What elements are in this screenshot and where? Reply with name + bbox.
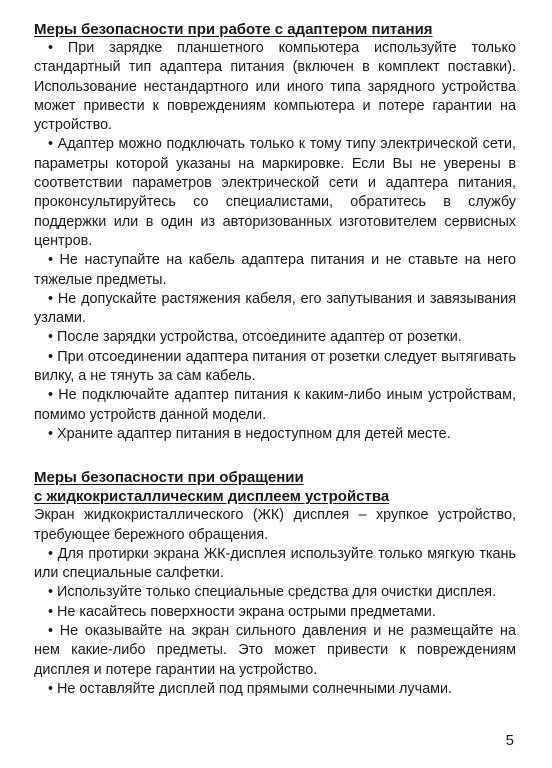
intro-paragraph: Экран жидкокристаллического (ЖК) дисплея – хрупкое устройство, требующее бережного обращения. — [34, 507, 516, 543]
section-adapter-safety — [34, 20, 516, 444]
document-page — [34, 20, 516, 699]
paragraph: • Адаптер можно подключать только к тому типу электрической сети, параметры которой указаны на маркировке. Если Вы не уверены в соответствии параметров электрической сети и адаптера питания, проконсультируйтесь со специалистами, обратитесь в службу поддержки или в один из авторизованных изготовителем сервисных центров. — [34, 136, 516, 249]
section-title-display-line2: с жидкокристаллическим дисплеем устройства — [34, 488, 390, 506]
paragraph: • Не оказывайте на экран сильного давления и не размещайте на нем какие-либо предметы. Это может привести к повреждениям дисплея и потере гарантии на устройство. — [34, 623, 516, 678]
paragraph: • Используйте только специальные средства для очистки дисплея. — [48, 584, 497, 601]
paragraph: • Не допускайте растяжения кабеля, его запутывания и завязывания узлами. — [34, 290, 516, 327]
paragraph: • Не подключайте адаптер питания к каким-либо иным устройствам, помимо устройств данной модели. — [34, 387, 516, 423]
paragraph: • После зарядки устройства, отсоедините адаптер от розетки. — [48, 329, 462, 346]
paragraph: • Не оставляйте дисплей под прямыми солнечными лучами. — [48, 680, 453, 697]
section-title-display-line1: Меры безопасности при обращении — [34, 469, 304, 487]
paragraph: • При зарядке планшетного компьютера используйте только стандартный тип адаптера питания (включен в комплект поставки). Использование нестандартного или иного типа зарядного устройства может привести к повреждениям компьютера и потере гарантии на устройство. — [34, 40, 516, 134]
page-number: 5 — [505, 732, 514, 749]
paragraph: • Не касайтесь поверхности экрана острыми предметами. — [48, 603, 436, 620]
paragraph: • При отсоединении адаптера питания от розетки следует вытягивать вилку, а не тянуть за сам кабель. — [34, 348, 516, 385]
paragraph: • Храните адаптер питания в недоступном для детей месте. — [48, 425, 451, 442]
section-display-safety — [34, 468, 516, 699]
paragraph: • Не наступайте на кабель адаптера питания и не ставьте на него тяжелые предметы. — [34, 252, 516, 288]
section-title-adapter: Меры безопасности при работе с адаптером питания — [34, 21, 433, 38]
paragraph: • Для протирки экрана ЖК-дисплея используйте только мягкую ткань или специальные салфетки. — [34, 545, 516, 582]
